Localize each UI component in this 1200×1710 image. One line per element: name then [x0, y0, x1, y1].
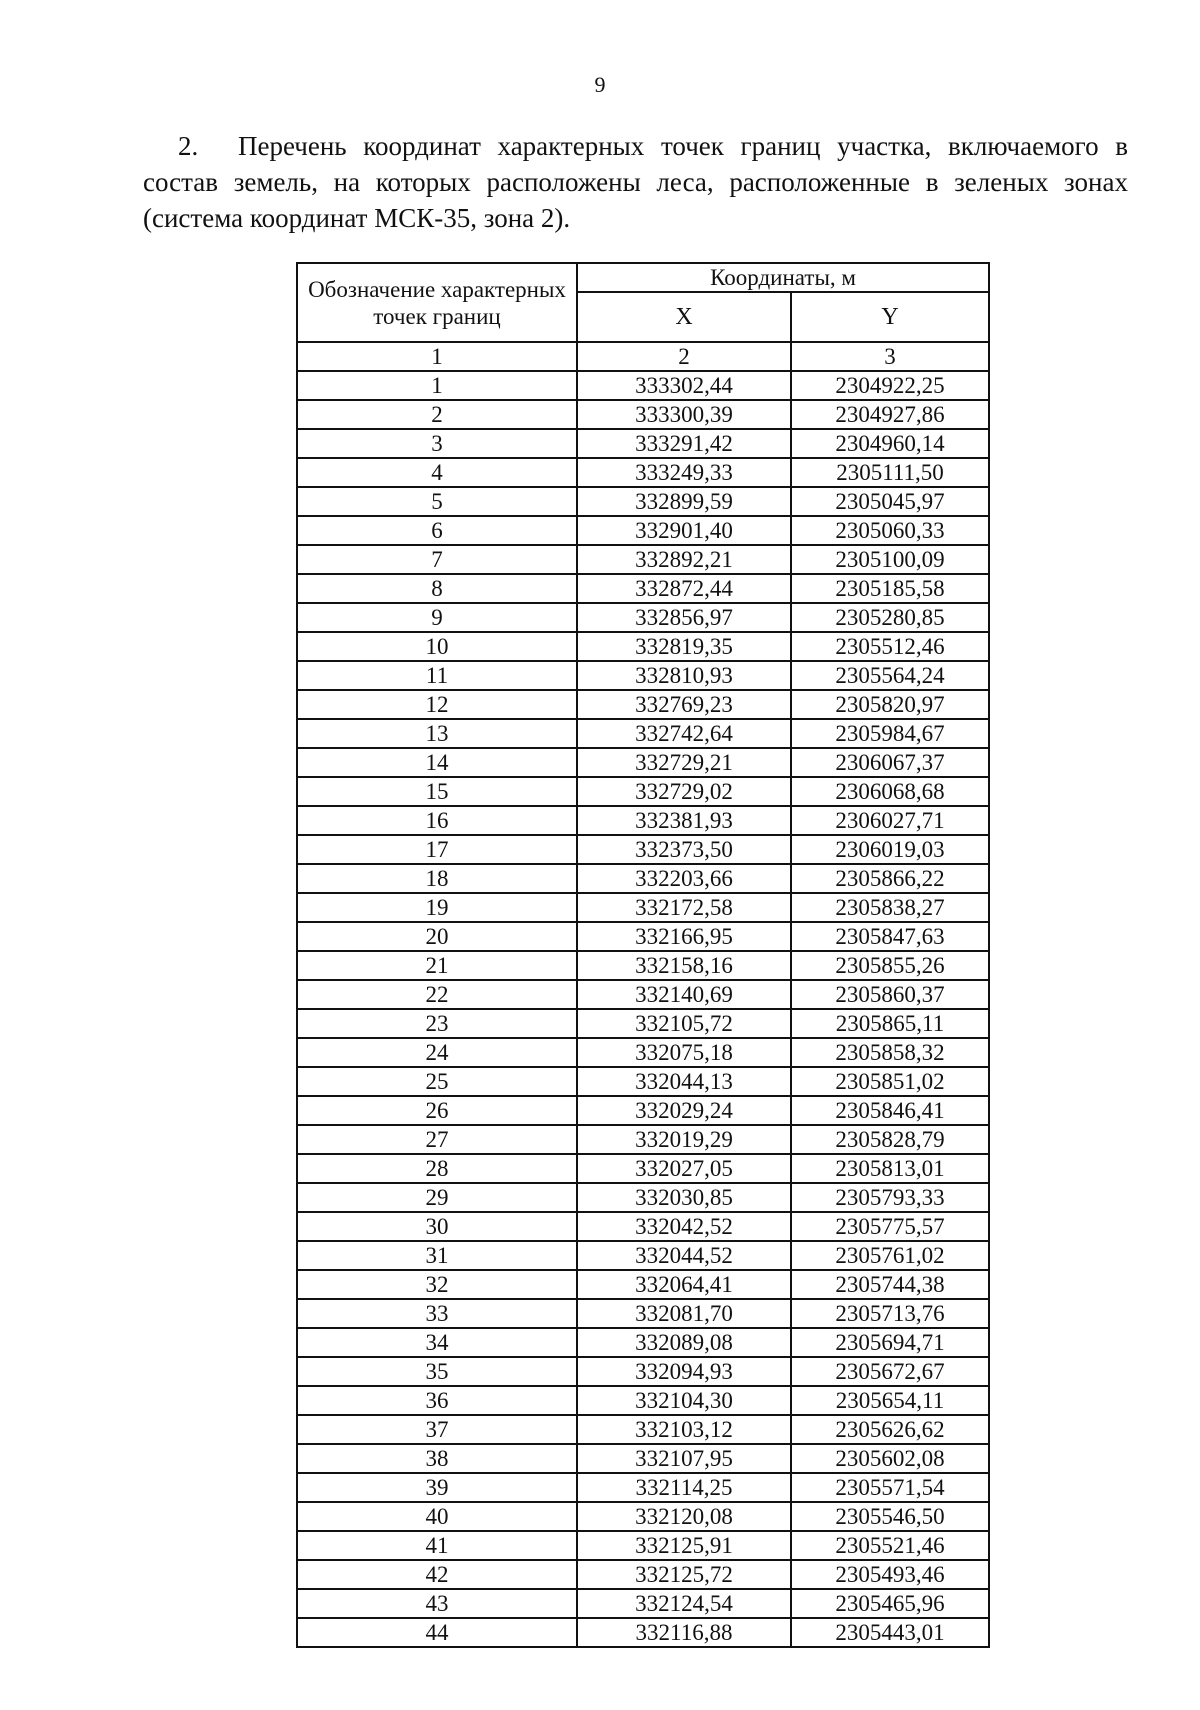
y-coordinate-cell: 2305672,67: [791, 1357, 989, 1386]
table-row: [297, 864, 989, 893]
point-number-cell: 39: [297, 1473, 577, 1502]
point-number-cell: 7: [297, 545, 577, 574]
table-row: [297, 951, 989, 980]
point-number-cell: 30: [297, 1212, 577, 1241]
x-coordinate-cell: 332116,88: [577, 1618, 791, 1647]
table-row: [297, 1299, 989, 1328]
y-coordinate-cell: 2305828,79: [791, 1125, 989, 1154]
point-number-cell: 35: [297, 1357, 577, 1386]
x-coordinate-cell: 333302,44: [577, 371, 791, 400]
y-coordinate-cell: 2305111,50: [791, 458, 989, 487]
table-row: [297, 1531, 989, 1560]
table-row: [297, 1096, 989, 1125]
y-coordinate-cell: 2305775,57: [791, 1212, 989, 1241]
section-heading-text: Перечень координат характерных точек границ участка, включаемого в состав земель, на которых расположены леса, расположенные в зеленых зонах (система координат МСК-35, зона 2).: [143, 131, 1128, 233]
table-row: [297, 1560, 989, 1589]
y-coordinate-cell: 2305694,71: [791, 1328, 989, 1357]
table-row: [297, 574, 989, 603]
y-coordinate-cell: 2306067,37: [791, 748, 989, 777]
point-number-cell: 2: [297, 400, 577, 429]
table-row: [297, 893, 989, 922]
table-header: [297, 263, 989, 342]
x-coordinate-cell: 332140,69: [577, 980, 791, 1009]
y-coordinate-cell: 2304922,25: [791, 371, 989, 400]
y-coordinate-cell: 2305626,62: [791, 1415, 989, 1444]
column-number-3: 3: [791, 342, 989, 371]
point-number-cell: 42: [297, 1560, 577, 1589]
y-coordinate-cell: 2305602,08: [791, 1444, 989, 1473]
point-number-cell: 10: [297, 632, 577, 661]
x-coordinate-cell: 332158,16: [577, 951, 791, 980]
table-row: [297, 545, 989, 574]
table-row: [297, 516, 989, 545]
y-coordinate-cell: 2305847,63: [791, 922, 989, 951]
x-coordinate-cell: 332120,08: [577, 1502, 791, 1531]
point-number-cell: 9: [297, 603, 577, 632]
x-coordinate-cell: 332381,93: [577, 806, 791, 835]
point-number-cell: 6: [297, 516, 577, 545]
table-row: [297, 922, 989, 951]
table-row: [297, 458, 989, 487]
x-coordinate-cell: 332856,97: [577, 603, 791, 632]
x-coordinate-cell: 332166,95: [577, 922, 791, 951]
point-number-cell: 11: [297, 661, 577, 690]
x-coordinate-cell: 332769,23: [577, 690, 791, 719]
x-coordinate-cell: 332019,29: [577, 1125, 791, 1154]
y-coordinate-cell: 2305465,96: [791, 1589, 989, 1618]
x-coordinate-cell: 332081,70: [577, 1299, 791, 1328]
x-coordinate-cell: 332819,35: [577, 632, 791, 661]
x-coordinate-cell: 332901,40: [577, 516, 791, 545]
y-coordinate-cell: 2305866,22: [791, 864, 989, 893]
table-row: [297, 429, 989, 458]
point-number-cell: 14: [297, 748, 577, 777]
point-number-cell: 32: [297, 1270, 577, 1299]
table-row: [297, 1386, 989, 1415]
point-number-cell: 3: [297, 429, 577, 458]
point-number-cell: 36: [297, 1386, 577, 1415]
x-coordinate-cell: 332125,91: [577, 1531, 791, 1560]
table-row: [297, 1415, 989, 1444]
point-number-cell: 29: [297, 1183, 577, 1212]
y-coordinate-cell: 2305793,33: [791, 1183, 989, 1212]
x-coordinate-cell: 332094,93: [577, 1357, 791, 1386]
point-number-cell: 21: [297, 951, 577, 980]
table-row: [297, 1212, 989, 1241]
y-coordinate-cell: 2305654,11: [791, 1386, 989, 1415]
point-number-cell: 1: [297, 371, 577, 400]
header-y: Y: [791, 292, 989, 342]
column-number-2: 2: [577, 342, 791, 371]
y-coordinate-cell: 2306019,03: [791, 835, 989, 864]
column-number-1: 1: [297, 342, 577, 371]
x-coordinate-cell: 332103,12: [577, 1415, 791, 1444]
point-number-cell: 4: [297, 458, 577, 487]
point-number-cell: 20: [297, 922, 577, 951]
point-number-cell: 8: [297, 574, 577, 603]
x-coordinate-cell: 332872,44: [577, 574, 791, 603]
x-coordinate-cell: 332105,72: [577, 1009, 791, 1038]
y-coordinate-cell: 2305280,85: [791, 603, 989, 632]
point-number-cell: 24: [297, 1038, 577, 1067]
y-coordinate-cell: 2305860,37: [791, 980, 989, 1009]
table-row: [297, 835, 989, 864]
table-row: [297, 1125, 989, 1154]
table-row: [297, 1270, 989, 1299]
y-coordinate-cell: 2305984,67: [791, 719, 989, 748]
y-coordinate-cell: 2305060,33: [791, 516, 989, 545]
table-row: [297, 400, 989, 429]
point-number-cell: 31: [297, 1241, 577, 1270]
y-coordinate-cell: 2305820,97: [791, 690, 989, 719]
table-row: [297, 632, 989, 661]
y-coordinate-cell: 2304960,14: [791, 429, 989, 458]
x-coordinate-cell: 332810,93: [577, 661, 791, 690]
y-coordinate-cell: 2305744,38: [791, 1270, 989, 1299]
y-coordinate-cell: 2305493,46: [791, 1560, 989, 1589]
header-coordinates: Координаты, м: [577, 263, 989, 292]
x-coordinate-cell: 333300,39: [577, 400, 791, 429]
y-coordinate-cell: 2305865,11: [791, 1009, 989, 1038]
point-number-cell: 37: [297, 1415, 577, 1444]
y-coordinate-cell: 2305443,01: [791, 1618, 989, 1647]
table-row: [297, 371, 989, 400]
y-coordinate-cell: 2305100,09: [791, 545, 989, 574]
point-number-cell: 23: [297, 1009, 577, 1038]
table-row: [297, 661, 989, 690]
x-coordinate-cell: 332044,13: [577, 1067, 791, 1096]
y-coordinate-cell: 2305564,24: [791, 661, 989, 690]
x-coordinate-cell: 332029,24: [577, 1096, 791, 1125]
x-coordinate-cell: 332729,21: [577, 748, 791, 777]
column-number-row: [297, 342, 989, 371]
y-coordinate-cell: 2305512,46: [791, 632, 989, 661]
x-coordinate-cell: 332089,08: [577, 1328, 791, 1357]
table-row: [297, 487, 989, 516]
y-coordinate-cell: 2305713,76: [791, 1299, 989, 1328]
table-row: [297, 1473, 989, 1502]
point-number-cell: 18: [297, 864, 577, 893]
table-row: [297, 1589, 989, 1618]
table-row: [297, 1357, 989, 1386]
table-row: [297, 1241, 989, 1270]
table-row: [297, 1038, 989, 1067]
x-coordinate-cell: 333291,42: [577, 429, 791, 458]
x-coordinate-cell: 332107,95: [577, 1444, 791, 1473]
table-row: [297, 719, 989, 748]
table-row: [297, 1618, 989, 1647]
x-coordinate-cell: 332064,41: [577, 1270, 791, 1299]
table-row: [297, 1502, 989, 1531]
x-coordinate-cell: 332742,64: [577, 719, 791, 748]
y-coordinate-cell: 2306068,68: [791, 777, 989, 806]
point-number-cell: 26: [297, 1096, 577, 1125]
table-row: [297, 1009, 989, 1038]
table-row: [297, 690, 989, 719]
y-coordinate-cell: 2305855,26: [791, 951, 989, 980]
table-row: [297, 603, 989, 632]
x-coordinate-cell: 332124,54: [577, 1589, 791, 1618]
x-coordinate-cell: 332172,58: [577, 893, 791, 922]
x-coordinate-cell: 332892,21: [577, 545, 791, 574]
y-coordinate-cell: 2305045,97: [791, 487, 989, 516]
header-point-designation: Обозначение характерных точек границ: [297, 263, 577, 342]
y-coordinate-cell: 2305521,46: [791, 1531, 989, 1560]
point-number-cell: 19: [297, 893, 577, 922]
y-coordinate-cell: 2305185,58: [791, 574, 989, 603]
table-row: [297, 1183, 989, 1212]
point-number-cell: 25: [297, 1067, 577, 1096]
y-coordinate-cell: 2305858,32: [791, 1038, 989, 1067]
x-coordinate-cell: 332114,25: [577, 1473, 791, 1502]
x-coordinate-cell: 333249,33: [577, 458, 791, 487]
point-number-cell: 15: [297, 777, 577, 806]
table-row: [297, 1328, 989, 1357]
point-number-cell: 13: [297, 719, 577, 748]
y-coordinate-cell: 2305571,54: [791, 1473, 989, 1502]
point-number-cell: 16: [297, 806, 577, 835]
section-number: 2.: [178, 131, 199, 161]
page-number: 9: [594, 72, 606, 97]
y-coordinate-cell: 2305851,02: [791, 1067, 989, 1096]
table-row: [297, 806, 989, 835]
x-coordinate-cell: 332044,52: [577, 1241, 791, 1270]
table-row: [297, 980, 989, 1009]
header-x: X: [577, 292, 791, 342]
table-row: [297, 748, 989, 777]
x-coordinate-cell: 332075,18: [577, 1038, 791, 1067]
point-number-cell: 5: [297, 487, 577, 516]
x-coordinate-cell: 332125,72: [577, 1560, 791, 1589]
x-coordinate-cell: 332104,30: [577, 1386, 791, 1415]
point-number-cell: 34: [297, 1328, 577, 1357]
x-coordinate-cell: 332042,52: [577, 1212, 791, 1241]
point-number-cell: 40: [297, 1502, 577, 1531]
x-coordinate-cell: 332027,05: [577, 1154, 791, 1183]
y-coordinate-cell: 2305546,50: [791, 1502, 989, 1531]
point-number-cell: 28: [297, 1154, 577, 1183]
table-row: [297, 1067, 989, 1096]
x-coordinate-cell: 332373,50: [577, 835, 791, 864]
point-number-cell: 43: [297, 1589, 577, 1618]
point-number-cell: 41: [297, 1531, 577, 1560]
y-coordinate-cell: 2305846,41: [791, 1096, 989, 1125]
point-number-cell: 44: [297, 1618, 577, 1647]
point-number-cell: 38: [297, 1444, 577, 1473]
x-coordinate-cell: 332203,66: [577, 864, 791, 893]
point-number-cell: 12: [297, 690, 577, 719]
point-number-cell: 22: [297, 980, 577, 1009]
x-coordinate-cell: 332729,02: [577, 777, 791, 806]
table-row: [297, 1154, 989, 1183]
table-row: [297, 1444, 989, 1473]
point-number-cell: 27: [297, 1125, 577, 1154]
y-coordinate-cell: 2305838,27: [791, 893, 989, 922]
x-coordinate-cell: 332030,85: [577, 1183, 791, 1212]
x-coordinate-cell: 332899,59: [577, 487, 791, 516]
point-number-cell: 33: [297, 1299, 577, 1328]
table-row: [297, 777, 989, 806]
y-coordinate-cell: 2306027,71: [791, 806, 989, 835]
section-heading: [143, 128, 1128, 236]
y-coordinate-cell: 2305813,01: [791, 1154, 989, 1183]
table-body: [297, 342, 989, 1647]
y-coordinate-cell: 2304927,86: [791, 400, 989, 429]
coordinates-table: [296, 262, 990, 1648]
point-number-cell: 17: [297, 835, 577, 864]
y-coordinate-cell: 2305761,02: [791, 1241, 989, 1270]
